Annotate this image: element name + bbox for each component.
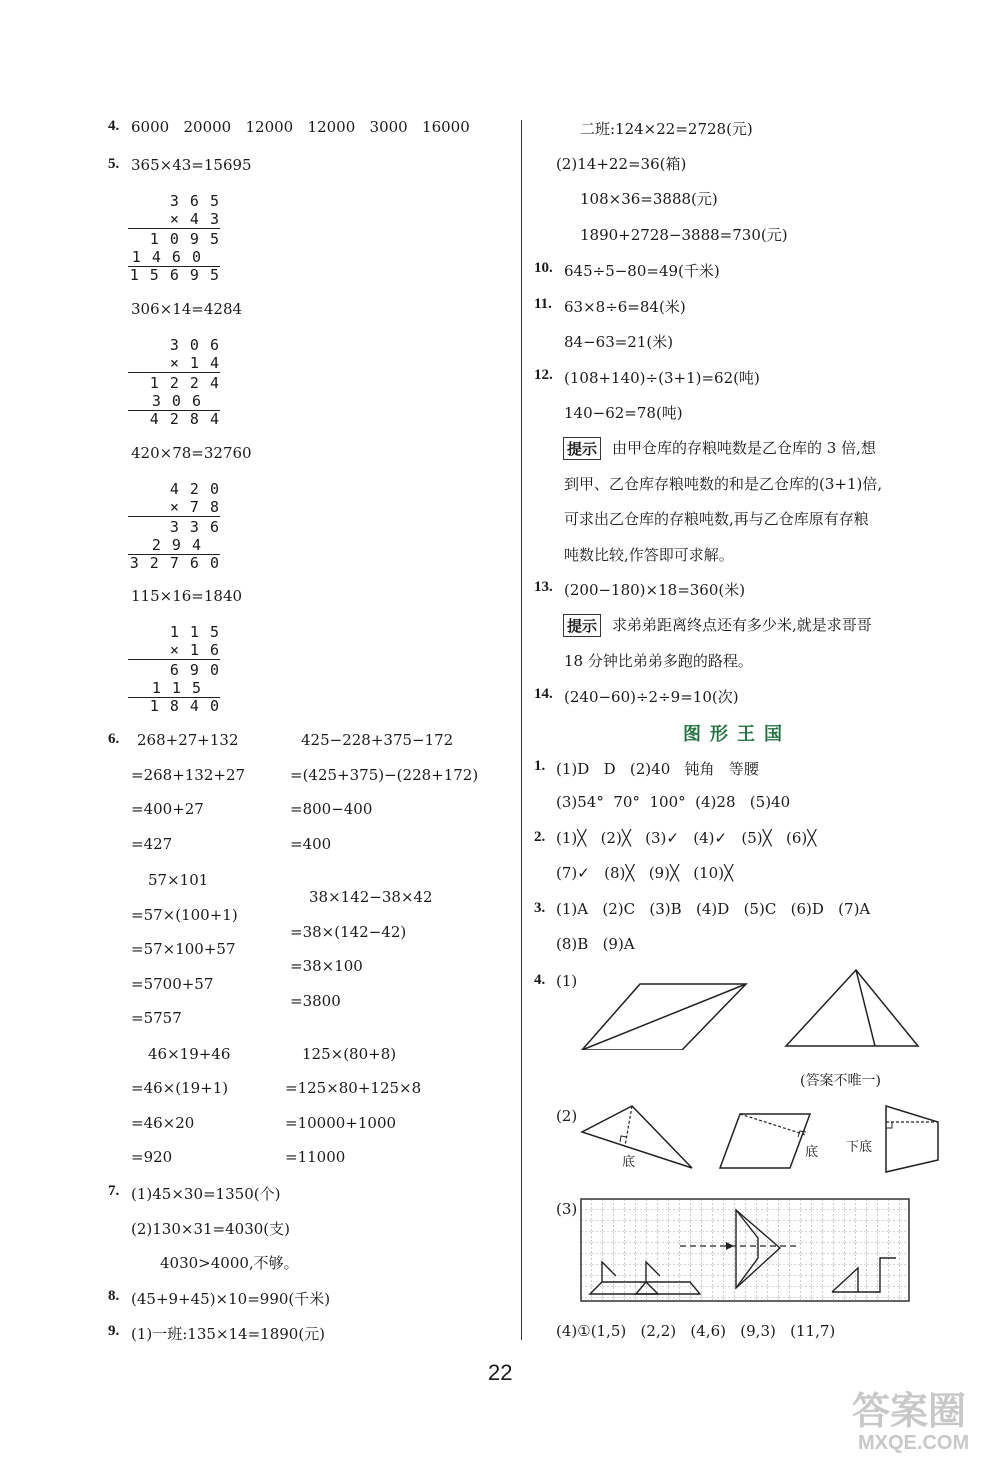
q6-calc6-line: 125×(80+8) <box>302 1045 397 1063</box>
q6-calc4-line: =38×100 <box>290 957 363 975</box>
q6-calc1-line: =400+27 <box>131 800 204 818</box>
figure-parallelogram-triangle <box>580 968 920 1050</box>
q6-calc5-line: =920 <box>131 1148 173 1166</box>
calc-multiplier: × 1 6 <box>169 641 220 659</box>
calc-operand: 3 6 5 <box>169 192 220 210</box>
answer-not-unique-note: (答案不唯一) <box>800 1073 881 1089</box>
triangle-shape <box>786 970 918 1046</box>
q7-line: 4030>4000,不够。 <box>160 1254 299 1272</box>
calc-operand: 3 0 6 <box>169 336 220 354</box>
page-number: 22 <box>488 1360 513 1385</box>
calc-partial: 2 9 4 <box>151 536 202 554</box>
lower-base-label: 下底 <box>846 1140 873 1155</box>
q6-number: 6. <box>108 731 120 747</box>
q9-continued-line: 二班:124×22=2728(元) <box>580 120 753 138</box>
q12-number: 12. <box>534 367 553 383</box>
q12-line: (108+140)÷(3+1)=62(吨) <box>564 369 760 387</box>
q10-number: 10. <box>534 260 553 276</box>
calc-operand: 1 1 5 <box>169 623 220 641</box>
vertical-calc-3 <box>110 480 220 572</box>
q9-line: (1)一班:135×14=1890(元) <box>131 1325 326 1343</box>
hint-text: 18 分钟比弟弟多跑的路程。 <box>564 652 753 670</box>
calc-rule <box>128 372 220 373</box>
calc-partial: 6 9 0 <box>169 661 220 679</box>
hint-label: 提示 <box>563 437 601 460</box>
g4-part2-label: (2) <box>556 1107 578 1125</box>
base-label: 底 <box>805 1145 819 1160</box>
calc-rule <box>128 659 220 660</box>
q6-calc5-line: 46×19+46 <box>148 1045 231 1063</box>
q5-number: 5. <box>108 156 120 172</box>
q6-calc3-line: 57×101 <box>148 871 209 889</box>
q11-line: 84−63=21(米) <box>564 333 674 351</box>
calc-partial: 1 2 2 4 <box>149 374 220 392</box>
q6-calc2-line: =(425+375)−(228+172) <box>290 766 479 784</box>
calc-rule <box>128 228 220 229</box>
q5-equation-1: 365×43=15695 <box>131 156 252 174</box>
q7-number: 7. <box>108 1183 120 1199</box>
q9-continued-line: (2)14+22=36(箱) <box>556 155 687 173</box>
hint-text: 到甲、乙仓库存粮吨数的和是乙仓库的(3+1)倍, <box>564 475 883 493</box>
hint-text: 可求出乙仓库的存粮吨数,再与乙仓库原有存粮 <box>564 510 869 528</box>
g2-line: (1)╳ (2)╳ (3)✓ (4)✓ (5)╳ (6)╳ <box>556 829 817 847</box>
g2-number: 2. <box>534 829 546 845</box>
vertical-calc-1 <box>110 192 220 284</box>
g1-line: (1)D D (2)40 钝角 等腰 <box>556 760 759 778</box>
q9-continued-line: 108×36=3888(元) <box>580 190 718 208</box>
q6-calc4-line: =3800 <box>290 992 341 1010</box>
calc-result: 4 2 8 4 <box>149 410 220 428</box>
triangle-with-height <box>582 1106 692 1168</box>
q6-calc6-line: =125×80+125×8 <box>285 1079 422 1097</box>
right-angle-mark <box>886 1122 892 1128</box>
calc-result: 3 2 7 6 0 <box>129 554 220 572</box>
hint-label: 提示 <box>563 614 601 637</box>
calc-multiplier: × 7 8 <box>169 498 220 516</box>
calc-partial: 3 0 6 <box>151 392 202 410</box>
g4-number: 4. <box>534 972 546 988</box>
q6-calc2-line: 425−228+375−172 <box>301 731 454 749</box>
g4-part4-line: (4)①(1,5) (2,2) (4,6) (9,3) (11,7) <box>556 1322 836 1340</box>
q12-line: 140−62=78(吨) <box>564 404 683 422</box>
q6-calc5-line: =46×20 <box>131 1114 195 1132</box>
q9-number: 9. <box>108 1323 120 1339</box>
q6-calc1-line: 268+27+132 <box>137 731 239 749</box>
q6-calc6-line: =10000+1000 <box>285 1114 397 1132</box>
calc-partial: 1 0 9 5 <box>149 230 220 248</box>
g1-line: (3)54° 70° 100° (4)28 (5)40 <box>556 793 791 811</box>
q5-equation-2: 306×14=4284 <box>131 300 243 318</box>
q13-number: 13. <box>534 579 553 595</box>
q14-line: (240−60)÷2÷9=10(次) <box>564 688 739 706</box>
q8-line: (45+9+45)×10=990(千米) <box>131 1290 331 1308</box>
parallelogram-diagonal <box>582 984 746 1050</box>
hint-text: 吨数比较,作答即可求解。 <box>564 546 734 564</box>
q6-calc1-line: =427 <box>131 835 173 853</box>
q6-calc2-line: =800−400 <box>290 800 373 818</box>
q6-calc4-line: 38×142−38×42 <box>309 888 433 906</box>
calc-result: 1 8 4 0 <box>149 697 220 715</box>
calc-partial: 1 1 5 <box>151 679 202 697</box>
calc-partial: 1 4 6 0 <box>131 248 202 266</box>
vertical-calc-4 <box>110 623 220 715</box>
q6-calc2-line: =400 <box>290 835 332 853</box>
calc-result: 1 5 6 9 5 <box>129 266 220 284</box>
q9-continued-line: 1890+2728−3888=730(元) <box>580 226 788 244</box>
trapezoid-shape <box>886 1106 938 1172</box>
g2-line: (7)✓ (8)╳ (9)╳ (10)╳ <box>556 864 734 882</box>
watermark-logo: 答案圈 <box>852 1391 967 1433</box>
q6-calc3-line: =57×100+57 <box>131 940 236 958</box>
column-divider <box>521 120 522 1340</box>
q11-line: 63×8÷6=84(米) <box>564 298 686 316</box>
hint-text: 由甲仓库的存粮吨数是乙仓库的 3 倍,想 <box>612 439 876 457</box>
q4-number: 4. <box>108 118 120 134</box>
q5-equation-3: 420×78=32760 <box>131 444 252 462</box>
g4-part3-label: (3) <box>556 1200 578 1218</box>
q7-line: (1)45×30=1350(个) <box>131 1185 281 1203</box>
g1-number: 1. <box>534 758 546 774</box>
section-title: 图形王国 <box>683 724 791 745</box>
watermark-site: MXQE.COM <box>858 1432 970 1454</box>
vertical-calc-2 <box>110 336 220 428</box>
q6-calc6-line: =11000 <box>285 1148 346 1166</box>
g3-number: 3. <box>534 900 546 916</box>
q6-calc3-line: =5700+57 <box>131 975 214 993</box>
q4-answer: 6000 20000 12000 12000 3000 16000 <box>131 118 470 136</box>
q6-calc4-line: =38×(142−42) <box>290 923 407 941</box>
dotted-grid <box>581 1199 909 1301</box>
calc-operand: 4 2 0 <box>169 480 220 498</box>
q10-line: 645÷5−80=49(千米) <box>564 262 720 280</box>
g3-line: (1)A (2)C (3)B (4)D (5)C (6)D (7)A <box>556 900 871 918</box>
hint-text: 求弟弟距离终点还有多少米,就是求哥哥 <box>612 616 872 634</box>
height-line <box>625 1106 632 1146</box>
g4-part1-label: (1) <box>556 972 578 990</box>
g3-line: (8)B (9)A <box>556 935 635 953</box>
q13-line: (200−180)×18=360(米) <box>564 581 746 599</box>
q6-calc5-line: =46×(19+1) <box>131 1079 229 1097</box>
grid-transform-figure <box>580 1198 910 1302</box>
q6-calc3-line: =57×(100+1) <box>131 906 238 924</box>
q8-number: 8. <box>108 1288 120 1304</box>
q14-number: 14. <box>534 686 553 702</box>
q6-calc3-line: =5757 <box>131 1009 182 1027</box>
height-line <box>740 1114 806 1135</box>
calc-partial: 3 3 6 <box>169 518 220 536</box>
calc-multiplier: × 1 4 <box>169 354 220 372</box>
q11-number: 11. <box>534 296 552 312</box>
q6-calc1-line: =268+132+27 <box>131 766 246 784</box>
q7-line: (2)130×31=4030(支) <box>131 1220 290 1238</box>
calc-multiplier: × 4 3 <box>169 210 220 228</box>
base-label: 底 <box>622 1155 636 1170</box>
calc-rule <box>128 516 220 517</box>
q5-equation-4: 115×16=1840 <box>131 587 243 605</box>
